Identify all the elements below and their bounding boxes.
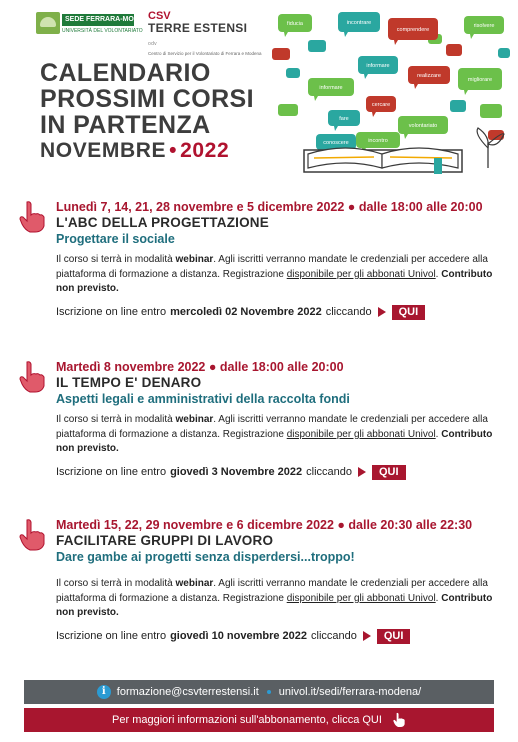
csv-logo	[148, 10, 262, 56]
speech-bubble-word: realizzare	[417, 73, 441, 79]
subscription-link[interactable]: disponibile per gli abbonati Univol	[286, 268, 436, 280]
speech-bubble-word: fare	[339, 116, 349, 122]
speech-bubble-small	[450, 100, 466, 112]
speech-bubble-word: volontariato	[408, 123, 438, 129]
speech-bubble-word: conoscere	[323, 140, 349, 146]
register-button[interactable]: QUI	[377, 629, 411, 644]
speech-bubble	[358, 56, 398, 79]
speech-bubble-small	[278, 104, 298, 116]
speech-bubble	[458, 68, 502, 95]
course-date: Martedì 8 novembre 2022 ● dalle 18:00 alle 20:00	[56, 360, 344, 374]
course-date: Martedì 15, 22, 29 novembre e 6 dicembre 2022 ● dalle 20:30 alle 22:30	[56, 518, 473, 532]
course-date: Lunedì 7, 14, 21, 28 novembre e 5 dicembre 2022 ● dalle 18:00 alle 20:00	[56, 200, 483, 214]
course-subtitle: Aspetti legali e amministrativi della raccolta fondi	[56, 392, 350, 406]
registration-line: Iscrizione on line entro giovedì 10 novembre 2022 cliccando QUI	[56, 629, 502, 644]
csv-logo-line2: TERRE ESTENSI odv	[148, 21, 248, 47]
subscription-link[interactable]: disponibile per gli abbonati Univol	[286, 592, 436, 604]
speech-bubble-small	[446, 44, 462, 56]
pointing-hand-icon	[18, 360, 46, 394]
speech-bubble	[308, 78, 354, 101]
contact-bar	[24, 680, 494, 704]
pointing-hand-icon	[392, 712, 406, 728]
title-month: NOVEMBRE • 2022	[40, 139, 230, 162]
course-title: FACILITARE GRUPPI DI LAVORO	[56, 533, 274, 548]
speech-bubble-word: informare	[319, 85, 343, 91]
speech-bubble	[408, 66, 450, 89]
website-link[interactable]: univol.it/sedi/ferrara-modena/	[278, 686, 422, 698]
info-icon: i	[97, 685, 111, 699]
speech-bubble-word: fiducia	[287, 21, 303, 27]
speech-bubble-word: incontro	[368, 138, 388, 144]
course-description: Il corso si terrà in modalità webinar. Agli iscritti verranno mandate le credenziali per accedere alla piattaforma di formazione a distanza. Registrazione disponibile per gli abbonati Univol. Contributo non previsto.	[56, 578, 493, 618]
speech-bubbles-group	[272, 12, 510, 155]
open-book-icon	[304, 148, 462, 174]
speech-bubble-word: risolvere	[473, 23, 495, 29]
univol-logo	[36, 12, 154, 38]
course-title: IL TEMPO E' DENARO	[56, 375, 202, 390]
speech-bubble	[464, 16, 504, 39]
register-button[interactable]: QUI	[392, 305, 426, 320]
speech-bubble-word: migliorare	[467, 77, 493, 83]
title-line-2: PROSSIMI CORSI	[40, 85, 254, 113]
course-subtitle: Progettare il sociale	[56, 232, 175, 246]
csv-logo-line3: Centro di Servizio per il Volontariato di Ferrara e Modena	[148, 51, 262, 56]
subscription-link[interactable]: disponibile per gli abbonati Univol	[286, 428, 436, 440]
title-line-3: IN PARTENZA	[40, 111, 211, 139]
speech-bubble-small	[272, 48, 290, 60]
course-description: Il corso si terrà in modalità webinar. Agli iscritti verranno mandate le credenziali per accedere alla piattaforma di formazione a distanza. Registrazione disponibile per gli abbonati Univol. Contributo non previsto.	[56, 414, 493, 454]
separator-dot	[267, 690, 271, 694]
course-title: L'ABC DELLA PROGETTAZIONE	[56, 215, 269, 230]
registration-line: Iscrizione on line entro giovedì 3 Novembre 2022 cliccando QUI	[56, 465, 502, 480]
speech-bubble-word: informare	[366, 63, 390, 69]
title-line-1: CALENDARIO	[40, 59, 211, 87]
page-title	[40, 60, 270, 164]
speech-bubble	[366, 96, 396, 117]
speech-bubble	[328, 110, 360, 131]
speech-bubble-small	[286, 68, 300, 78]
csv-logo-line1: CSV	[148, 10, 171, 22]
speech-bubble-small	[308, 40, 326, 52]
speech-bubble	[398, 116, 448, 139]
speech-bubble	[338, 12, 380, 37]
subscription-info-link[interactable]	[24, 708, 494, 732]
speech-bubble-small	[498, 48, 510, 58]
univol-logo-icon	[36, 12, 60, 34]
course-description: Il corso si terrà in modalità webinar. Agli iscritti verranno mandate le credenziali per accedere alla piattaforma di formazione a distanza. Registrazione disponibile per gli abbonati Univol. Contributo non previsto.	[56, 254, 493, 294]
univol-logo-sub: UNIVERSITÀ DEL VOLONTARIATO	[62, 28, 143, 34]
pointing-hand-icon	[18, 200, 46, 234]
register-button[interactable]: QUI	[372, 465, 406, 480]
arrow-right-icon	[363, 631, 371, 641]
speech-bubble-word: comprendere	[396, 27, 430, 33]
speech-bubbles-book-illustration	[268, 8, 514, 180]
contact-email-link[interactable]: formazione@csvterrestensi.it	[116, 686, 259, 698]
arrow-right-icon	[378, 307, 386, 317]
course-subtitle: Dare gambe ai progetti senza disperdersi...troppo!	[56, 550, 355, 564]
arrow-right-icon	[358, 467, 366, 477]
registration-line: Iscrizione on line entro mercoledì 02 Novembre 2022 cliccando QUI	[56, 305, 502, 320]
speech-bubble-word: incontrare	[346, 20, 372, 26]
speech-bubble-word: cercare	[371, 102, 391, 108]
pointing-hand-icon	[18, 518, 46, 552]
univol-logo-band: SEDE FERRARA-MODENA	[62, 14, 134, 26]
speech-bubble	[278, 14, 312, 37]
speech-bubble-small	[480, 104, 502, 118]
subscription-info-text: Per maggiori informazioni sull'abbonamento, clicca QUI	[112, 714, 382, 726]
